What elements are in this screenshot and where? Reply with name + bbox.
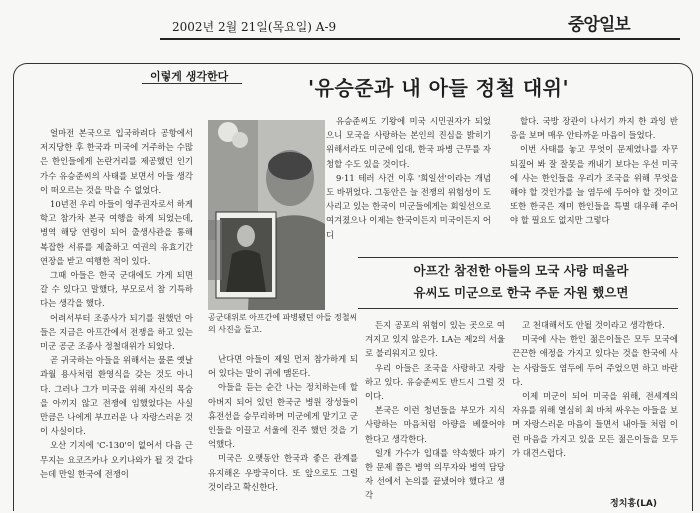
article-column-4-bottom (512, 318, 678, 460)
paragraph: 어려서부터 조종사가 되기를 원했던 아들은 지금은 아프간에서 전쟁을 하고 있는 미군 공군 조종사 정철대위가 되었다. (40, 312, 193, 352)
subheadline (362, 260, 680, 304)
subheadline-line-1: 아프간 참전한 아들의 모국 사랑 떠올라 (413, 263, 629, 278)
paragraph: 본국은 이런 청년들을 부모가 지식사랑하는 마음처럼 아량을 베풀어야 한다고 생각한다. (365, 405, 505, 444)
paragraph: 고 천대해서도 안될 것이라고 생각한다. (522, 320, 665, 330)
paragraph: 얼마전 본국으로 입국하려다 공항에서 저지당한 후 한국과 미국에 거주하는 수많은 한인들에게 논란거리를 제공했던 인기가수 유승준씨의 사태를 보면서 아들 생각이 떠오르는 것을 막을 수 없었다. (40, 128, 193, 195)
headline: '유승준과 내 아들 정철 대위' (308, 76, 570, 100)
author-photo (208, 120, 325, 310)
column-tag: 이렇게 생각한다 (150, 70, 229, 83)
paragraph: 유승준씨도 기왕에 미국 시민권자가 되었으니 모국을 사랑하는 본인의 진심을 밝히기 위해서라도 미군에 입대, 한국 파병 근무를 자청할 수도 있을 것이다. (326, 116, 491, 169)
paragraph: 9·11 테러 사건 이후 '희일선'이라는 개념도 바뀌었다. 그동안은 늘 전쟁의 위험성이 도사리고 있는 한국이 미군들에게는 회일선으로 여겨졌으나 이제는 한국이든지 미국이든지 어디 (326, 172, 491, 240)
paragraph: 난다면 아들이 제일 먼저 참가하게 되어 있다는 말이 귀에 맴돈다. (208, 354, 358, 379)
article-column-2 (208, 352, 358, 494)
article-column-3 (326, 114, 491, 242)
newspaper-logo: 중앙일보 (568, 15, 630, 35)
paragraph: 이제 미군이 되어 미국을 위해, 전세계의 자유를 위해 열심히 최 바쳐 싸우는 아들을 보며 자랑스러운 마음이 들면서 내아들 처럼 이런 마음을 가지고 있을 모든 젊은이들을 모두가 대견스럽다. (512, 391, 678, 458)
photo-illustration (208, 120, 325, 310)
paragraph: 오산 기지에 'C-130'이 없어서 다음 근무지는 요코즈카나 오키나와가 될 것 같다는데 만일 한국에 전쟁이 (40, 440, 193, 479)
paragraph: 곧 귀국하는 아들을 위해서는 물론 옛날 과월 용사처럼 환영식을 갖는 것도 아니다. 그러나 그가 미국을 위해 자신의 목숨을 아끼지 않고 전쟁에 임했었다는 사실 만큼은 나에게 부끄러운 나 자랑스러운 것이 사실이다. (40, 355, 193, 437)
paragraph: 10년전 우리 아들이 영주권자로서 하게 학고 참가차 본국 여행을 하게 되었는데, 병역 해당 연령이 되어 출생사관을 통해 복잡한 서류를 제출하고 여권의 유효기간 연장을 받고 여행한 적이 있다. (40, 199, 193, 266)
photo-caption: 공군대위로 아프간에 파병됐던 아들 정철씨의 사진을 들고. (208, 313, 358, 334)
masthead (0, 0, 700, 40)
paragraph: 일개 가수가 입대를 약속했다 파기한 문제 쯤은 병역 의무자와 병역 담당자 선에서 논의를 끝냈어야 했다고 생각 (365, 447, 505, 501)
masthead-rule (160, 38, 680, 40)
paragraph: 든지 공포의 위험이 있는 곳으로 여겨지고 있지 않은가. LA는 제2의 서울로 불리워지고 있다. (365, 320, 505, 359)
paragraph: 이번 사태를 놓고 무엇이 문제였나를 자꾸 되짚어 봐 잘 잘못을 캐내기 보다는 우선 미국에 사는 한인들을 우리가 조국을 위해 무엇을 해야 할 것인가를 늘 염두에 두어야 할 것이고 또한 한국은 재미 한인들을 특별 대우해 주어야 할 필요도 없지만 그렇다 (510, 144, 678, 226)
paragraph: 그때 아들은 한국 군대에도 가게 되면 갈 수 있다고 말했다, 부모로서 참 기특하다는 생각을 했다. (40, 270, 193, 309)
article-column-4 (510, 114, 678, 228)
paragraph: 미국에 사는 한인 젊은이들은 모두 모국에 끈끈한 애정을 가지고 있다는 것을 한국에 사는 사람들도 염두에 두어 주었으면 하고 바란다. (512, 334, 678, 387)
paragraph: 우리 아들은 조국을 사랑하고 자랑하고 있다. 유승준씨도 반드시 그럴 것이다. (365, 362, 505, 402)
subheadline-line-2: 유씨도 미군으로 한국 주둔 자원 했으면 (413, 285, 629, 300)
paragraph: 미국은 오랫동안 한국과 좋은 관계를 유지해온 우방국이다. 또 앞으로도 그럴 것이라고 확신한다. (208, 453, 358, 492)
article-column-1 (40, 126, 193, 481)
article-column-3-bottom (365, 318, 505, 503)
author-signoff: 정치홍(LA) (610, 499, 658, 509)
paragraph: 아들을 듣는 순간 나는 정치하는데 할아버지 되어 있던 한국군 병원 장성들이 휴전선을 승무리하며 미군에게 맡기고 군인들을 이끌고 서울에 진주 했던 것을 기억했다. (208, 382, 358, 450)
paragraph: 할다. 국방 장관이 나서기 까지 한 과잉 반응을 보며 매우 안타까운 마음이 들었다. (510, 116, 678, 141)
date-line: 2002년 2월 21일(목요일) A-9 (172, 20, 337, 34)
